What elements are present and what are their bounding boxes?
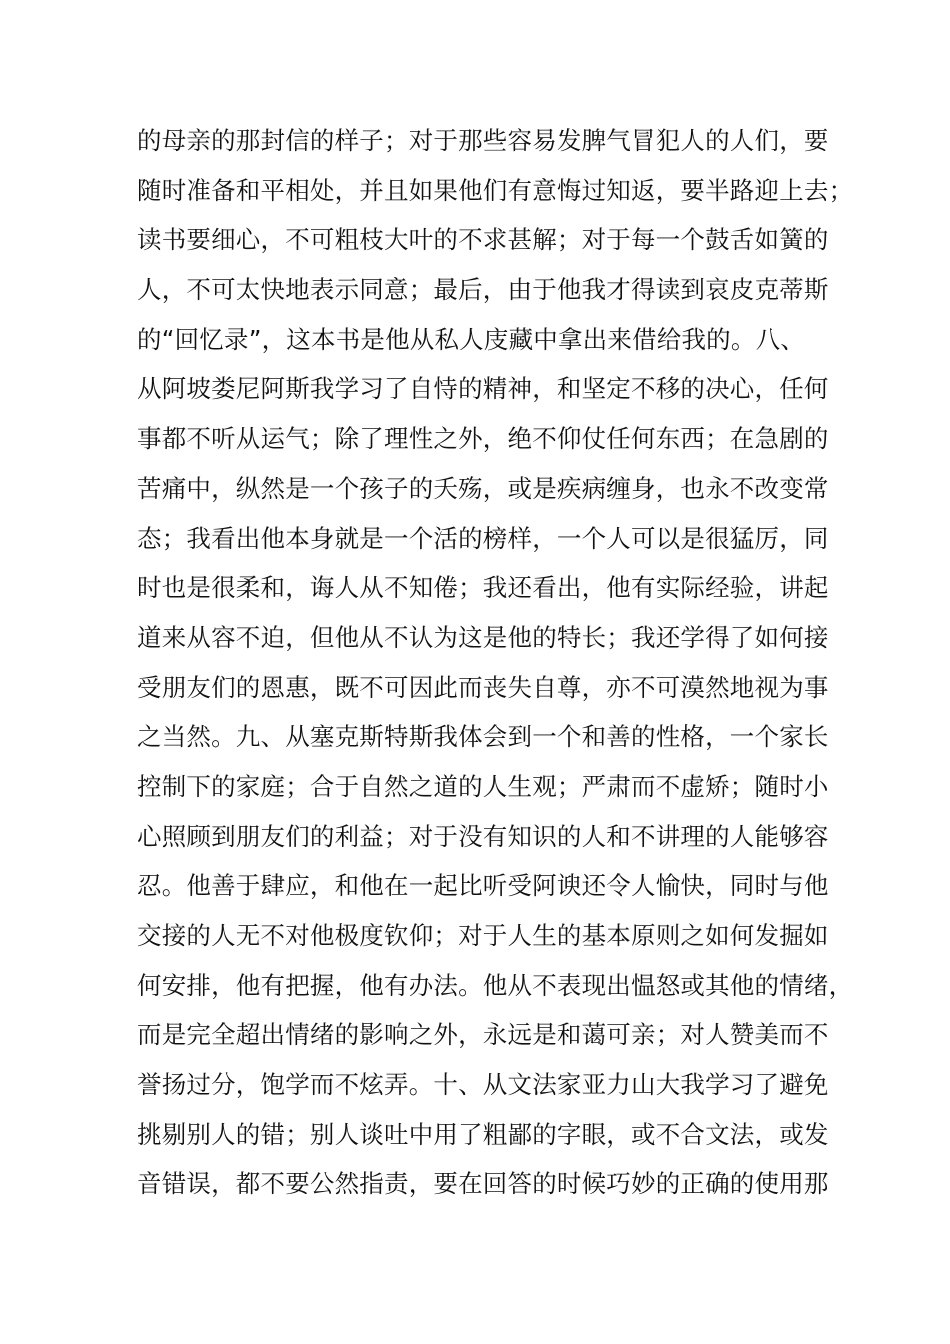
text-line: 受朋友们的恩惠，既不可因此而丧失自尊，亦不可漠然地视为事 [137,672,829,702]
text-line: 誉扬过分，饱学而不炫弄。十、从文法家亚力山大我学习了避免 [137,1070,829,1100]
text-line: 随时准备和平相处，并且如果他们有意悔过知返，要半路迎上去； [137,175,854,205]
text-line: 时也是很柔和，诲人从不知倦；我还看出，他有实际经验，讲起 [137,573,829,603]
body-text [137,116,854,1209]
text-line: 从阿坡娄尼阿斯我学习了自恃的精神，和坚定不移的决心，任何 [137,374,829,404]
text-line: 苦痛中，纵然是一个孩子的夭殇，或是疾病缠身，也永不改变常 [137,473,829,503]
text-line: 事都不听从运气；除了理性之外，绝不仰仗任何东西；在急剧的 [137,424,829,454]
text-line: 控制下的家庭；合于自然之道的人生观；严肃而不虚矫；随时小 [137,771,829,801]
text-line: 交接的人无不对他极度钦仰；对于人生的基本原则之如何发掘如 [137,921,829,950]
text-line: 心照顾到朋友们的利益；对于没有知识的人和不讲理的人能够容 [137,821,829,851]
text-line: 人，不可太快地表示同意；最后，由于他我才得读到哀皮克蒂斯 [137,275,829,305]
text-line: 的“回忆录”，这本书是他从私人庋藏中拿出来借给我的。八、 [137,324,805,354]
text-line: 态；我看出他本身就是一个活的榜样，一个人可以是很猛厉，同 [137,523,829,553]
text-line: 何安排，他有把握，他有办法。他从不表现出愠怒或其他的情绪， [137,970,854,1000]
text-line: 之当然。九、从塞克斯特斯我体会到一个和善的性格，一个家长 [137,722,829,752]
text-line: 而是完全超出情绪的影响之外，永远是和蔼可亲；对人赞美而不 [137,1020,829,1050]
text-line: 的母亲的那封信的样子；对于那些容易发脾气冒犯人的人们，要 [137,126,829,155]
text-line: 道来从容不迫，但他从不认为这是他的特长；我还学得了如何接 [137,622,829,652]
text-line: 音错误，都不要公然指责，要在回答的时候巧妙的正确的使用那 [137,1169,829,1199]
text-line: 读书要细心，不可粗枝大叶的不求甚解；对于每一个鼓舌如簧的 [137,225,829,255]
text-line: 挑剔别人的错；别人谈吐中用了粗鄙的字眼，或不合文法，或发 [137,1119,829,1149]
text-line: 忍。他善于肆应，和他在一起比听受阿谀还令人愉快，同时与他 [137,871,829,901]
